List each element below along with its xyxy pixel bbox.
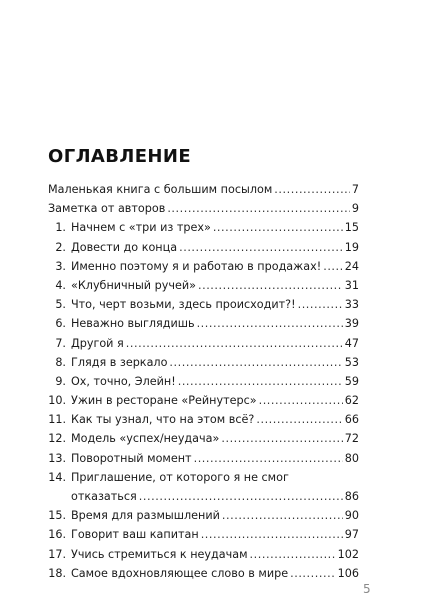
toc-entry-page: 9 [351, 202, 359, 216]
toc-dot-leader [178, 372, 343, 391]
toc-entry-number: 1. [55, 221, 66, 235]
toc-entry-page: 72 [344, 432, 359, 446]
toc-entry-page: 90 [344, 509, 359, 523]
toc-entry-number: 6. [55, 317, 66, 331]
toc-entry[interactable] [48, 276, 359, 295]
toc-entry-page: 24 [344, 259, 359, 273]
toc-entry-label: Что, черт возьми, здесь происходит?! [71, 298, 296, 312]
toc-entry-label: Ужин в ресторане «Рейнутерс» [71, 394, 257, 408]
toc-entry[interactable] [48, 468, 359, 506]
toc-entry-number: 11. [48, 413, 66, 427]
toc-entry[interactable] [48, 218, 359, 237]
toc-dot-leader [290, 564, 336, 583]
toc-entry-page: 66 [344, 413, 359, 427]
toc-entry-number: 12. [48, 432, 66, 446]
toc-entry-number: 18. [48, 566, 66, 580]
toc-entry[interactable] [48, 391, 359, 410]
toc-entry-page: 33 [344, 298, 359, 312]
toc-entry[interactable] [48, 564, 359, 583]
toc-entry[interactable] [48, 295, 359, 314]
toc-entry-label: Начнем с «три из трех» [71, 221, 211, 235]
toc-entry-label: Модель «успех/неудача» [71, 432, 220, 446]
toc-dot-leader [323, 257, 343, 276]
toc-entry-page: 97 [344, 528, 359, 542]
toc-entry[interactable] [48, 353, 359, 372]
toc-entry-number: 5. [55, 298, 66, 312]
toc-entry-label: Поворотный момент [71, 451, 192, 465]
page-title: ОГЛАВЛЕНИЕ [48, 146, 192, 167]
toc-entry-number: 9. [55, 374, 66, 388]
toc-entry-label: «Клубничный ручей» [71, 278, 196, 292]
toc-entry-page: 47 [344, 336, 359, 350]
toc-dot-leader [169, 353, 342, 372]
toc-dot-leader [198, 276, 343, 295]
toc-dot-leader [139, 487, 343, 506]
toc-entry-label: Приглашение, от которого я не смог [71, 470, 289, 484]
toc-entry-page: 53 [344, 355, 359, 369]
toc-entry-label-continued: отказаться [71, 490, 137, 503]
toc-dot-leader [256, 410, 342, 429]
toc-entry-number: 3. [55, 259, 66, 273]
toc-entry-page: 59 [344, 374, 359, 388]
toc-entry-label: Ох, точно, Элейн! [71, 374, 176, 388]
toc-entry-number: 4. [55, 278, 66, 292]
toc-dot-leader [274, 180, 350, 199]
toc-entry-page: 39 [344, 317, 359, 331]
toc-dot-leader [194, 449, 343, 468]
toc-entry[interactable] [48, 506, 359, 525]
toc-dot-leader [126, 334, 343, 353]
toc-entry-label: Самое вдохновляющее слово в мире [71, 566, 289, 580]
toc-dot-leader [179, 238, 343, 257]
toc-entry-page: 102 [337, 547, 359, 561]
toc-entry[interactable] [48, 180, 359, 199]
toc-entry-page: 7 [351, 183, 359, 196]
toc-entry-number: 8. [55, 355, 66, 369]
toc-entry-page: 80 [344, 451, 359, 465]
toc-entry-number: 17. [48, 547, 66, 561]
toc-entry[interactable] [48, 238, 359, 257]
toc-dot-leader [259, 391, 343, 410]
page-number: 5 [363, 582, 371, 596]
toc-dot-leader [298, 295, 343, 314]
toc-entry-label: Глядя в зеркало [71, 355, 168, 369]
toc-entry-label: Именно поэтому я и работаю в продажах! [71, 259, 322, 273]
toc-entry-label: Довести до конца [71, 240, 178, 254]
toc-dot-leader [213, 218, 343, 237]
toc-entry-label: Неважно выглядишь [71, 317, 195, 331]
toc-entry-page: 31 [344, 278, 359, 292]
toc-entry[interactable] [48, 314, 359, 333]
toc-dot-leader [201, 525, 343, 544]
toc-entry-number: 13. [48, 451, 66, 465]
toc-dot-leader [197, 314, 343, 333]
toc-entry-number: 16. [48, 528, 66, 542]
toc-dot-leader [167, 199, 350, 218]
toc-entry-number: 15. [48, 509, 66, 523]
toc-dot-leader [250, 545, 336, 564]
toc-entry-page: 19 [344, 240, 359, 254]
toc-entry[interactable] [48, 449, 359, 468]
toc-entry[interactable] [48, 525, 359, 544]
toc-entry[interactable] [48, 334, 359, 353]
toc-entry-page: 106 [337, 566, 359, 580]
toc-dot-leader [221, 429, 342, 448]
toc-entry-number: 2. [55, 240, 66, 254]
toc-entry-label: Маленькая книга с большим посылом [48, 183, 273, 196]
toc-entry-page: 86 [344, 490, 359, 503]
toc-entry-number: 7. [55, 336, 66, 350]
toc-entry[interactable] [48, 372, 359, 391]
toc-entry[interactable] [48, 545, 359, 564]
toc-dot-leader [222, 506, 343, 525]
toc-entry-page: 15 [344, 221, 359, 235]
toc-entry-page: 62 [344, 394, 359, 408]
toc-entry-number: 10. [48, 394, 66, 408]
toc-entry-label: Как ты узнал, что на этом всё? [71, 413, 255, 427]
toc-entry[interactable] [48, 257, 359, 276]
toc-entry-label: Заметка от авторов [48, 202, 166, 216]
toc-entry-number: 14. [48, 470, 66, 484]
toc-entry-label: Время для размышлений [71, 509, 220, 523]
toc-entry[interactable] [48, 429, 359, 448]
toc-entry[interactable] [48, 410, 359, 429]
table-of-contents [48, 180, 359, 583]
toc-entry-label: Учись стремиться к неудачам [71, 547, 248, 561]
toc-entry-label: Другой я [71, 336, 124, 350]
toc-entry-label: Говорит ваш капитан [71, 528, 199, 542]
toc-entry[interactable] [48, 199, 359, 218]
